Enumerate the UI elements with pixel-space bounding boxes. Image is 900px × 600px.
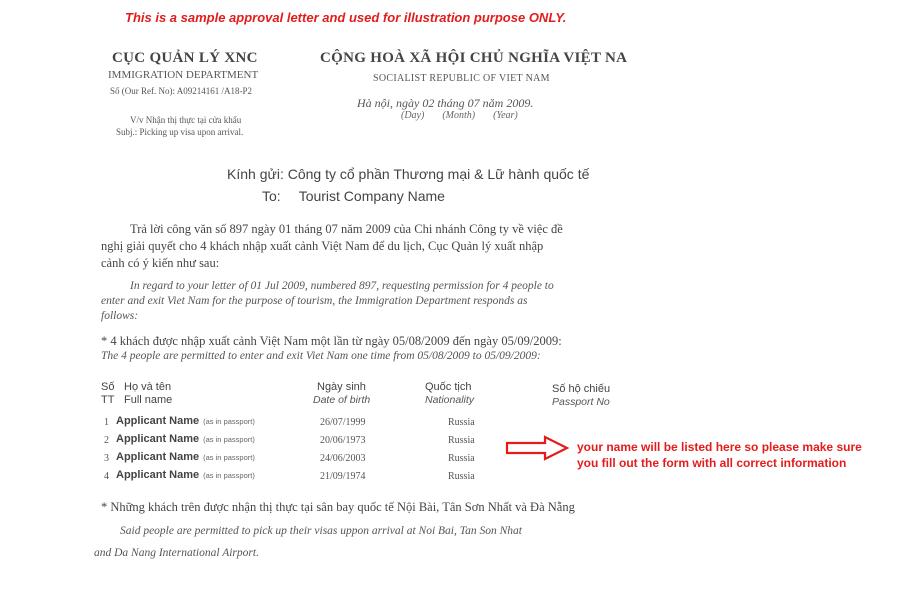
th-passport-vi: Số hộ chiếu [552,383,611,395]
annotation-line-2: you fill out the form with all correct information [577,456,847,470]
applicant-name-note: (as in passport) [203,453,255,462]
applicant-name-note: (as in passport) [203,417,255,426]
date-day-label: (Day) [401,110,425,121]
th-name-en: Full name [124,394,173,406]
permit-en: The 4 people are permitted to enter and exit Viet Nam one time from 05/08/2009 to 05/09/2009: [101,350,541,362]
row-number: 2 [104,435,109,446]
org-dept: IMMIGRATION DEPARTMENT [108,69,259,81]
footer-en-line-1: Said people are permitted to pick up their visas uppon arrival at Noi Bai, Tan Son Nhat [120,525,522,537]
th-no-en: TT [101,394,115,406]
recipient-en [262,188,445,204]
applicant-name-text: Applicant Name [116,451,200,463]
th-nat-en: Nationality [425,394,475,406]
applicant-name [116,469,255,481]
th-passport-en: Passport No [552,396,610,408]
applicant-name-note: (as in passport) [203,471,255,480]
applicant-dob: 24/06/2003 [320,453,366,464]
applicant-name-text: Applicant Name [116,433,200,445]
body-en-line-3: follows: [101,310,139,322]
reference-number: Số (Our Ref. No): A09214161 /A18-P2 [110,86,252,96]
body-vi-line-3: cảnh có ý kiến như sau: [101,256,220,270]
annotation-line-1: your name will be listed here so please make sure [577,440,862,454]
state-subtitle: SOCIALIST REPUBLIC OF VIET NAM [373,73,550,84]
to-value: Tourist Company Name [298,188,445,204]
applicant-nationality: Russia [448,471,475,482]
th-nat-vi: Quốc tịch [425,381,472,393]
date-labels [401,110,536,121]
row-number: 1 [104,417,109,428]
applicant-name-note: (as in passport) [203,435,255,444]
body-vi-line-1: Trả lời công văn số 897 ngày 01 tháng 07 năm 2009 của Chi nhánh Công ty về việc đề [130,222,563,236]
date-month-label: (Month) [442,110,476,121]
subject-vi: V/v Nhận thị thực tại cửa khẩu [130,115,242,125]
applicant-nationality: Russia [448,453,475,464]
row-number: 3 [104,453,109,464]
date-year-label: (Year) [493,110,518,121]
applicant-dob: 20/06/1973 [320,435,366,446]
th-no-vi: Số [101,381,115,393]
applicant-dob: 26/07/1999 [320,417,366,428]
to-label: To: [262,188,281,204]
body-en-line-2: enter and exit Viet Nam for the purpose of tourism, the Immigration Department responds as [101,295,528,307]
th-dob-en: Date of birth [313,394,371,406]
state-title: CỘNG HOÀ XÃ HỘI CHỦ NGHĨA VIỆT NA [320,50,628,66]
applicant-name [116,433,255,445]
body-vi-line-2: nghị giải quyết cho 4 khách nhập xuất cảnh Việt Nam để du lịch, Cục Quản lý xuất nhập [101,239,544,253]
recipient-vi: Kính gửi: Công ty cổ phần Thương mại & Lữ hành quốc tế [227,166,590,182]
org-name: CỤC QUẢN LÝ XNC [112,50,258,66]
sample-banner: This is a sample approval letter and used for illustration purpose ONLY. [125,10,567,25]
letter-date: Hà nội, ngày 02 tháng 07 năm 2009. [357,96,534,110]
row-number: 4 [104,471,109,482]
subject-en: Subj.: Picking up visa upon arrival. [116,127,244,137]
applicant-name [116,415,255,427]
permit-vi: * 4 khách được nhập xuất cảnh Việt Nam một lần từ ngày 05/08/2009 đến ngày 05/09/2009: [101,334,562,348]
applicant-dob: 21/09/1974 [320,471,366,482]
applicant-name [116,451,255,463]
applicant-nationality: Russia [448,435,475,446]
body-en-line-1: In regard to your letter of 01 Jul 2009, numbered 897, requesting permission for 4 people to [130,280,554,292]
applicant-nationality: Russia [448,417,475,428]
th-name-vi: Họ và tên [124,381,172,393]
applicant-name-text: Applicant Name [116,469,200,481]
footer-vi: * Những khách trên được nhận thị thực tại sân bay quốc tế Nội Bài, Tân Sơn Nhất và Đà Nẵng [101,500,575,514]
th-dob-vi: Ngày sinh [317,381,366,393]
arrow-right-icon [505,435,569,461]
applicant-name-text: Applicant Name [116,415,200,427]
footer-en-line-2: and Da Nang International Airport. [94,547,259,559]
